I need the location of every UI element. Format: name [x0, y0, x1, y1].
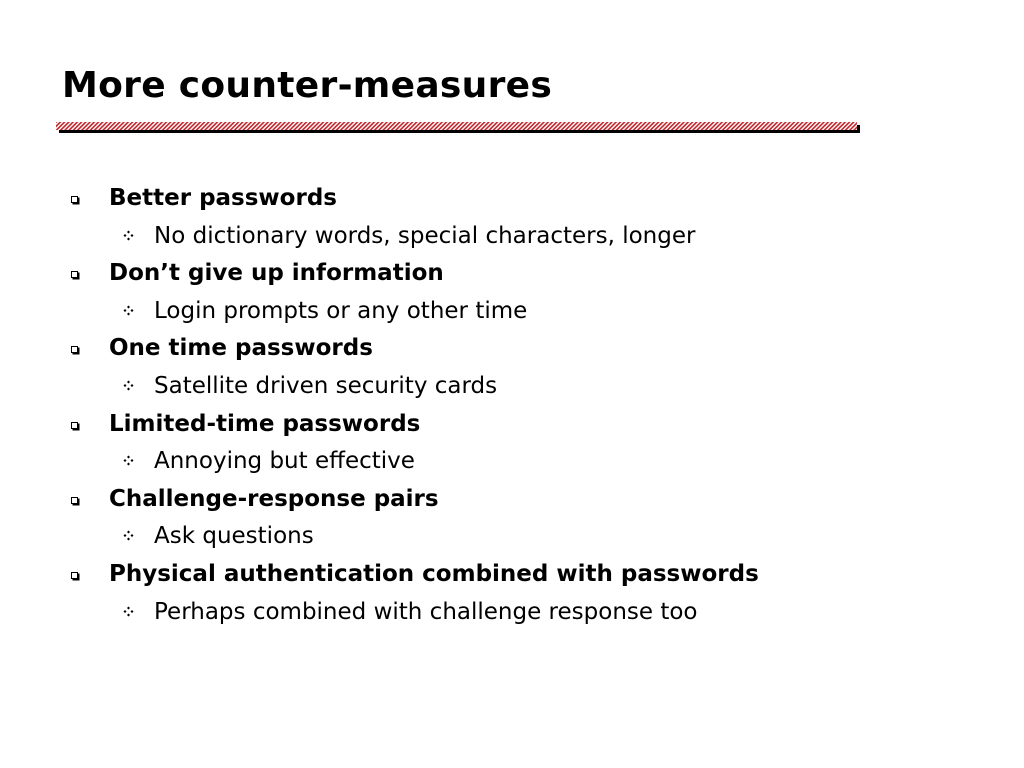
bullet-list	[0, 180, 1024, 631]
sub-bullet-item	[0, 594, 1024, 632]
sub-bullet-item	[0, 443, 1024, 481]
bullet-item-physical-authentication	[0, 556, 1024, 594]
bullet-item-dont-give-up-information	[0, 255, 1024, 293]
sub-bullet-text: Login prompts or any other time	[154, 297, 528, 324]
square-bullet-icon	[71, 422, 78, 429]
bullet-item-challenge-response-pairs	[0, 481, 1024, 519]
square-bullet-icon	[71, 346, 78, 353]
sub-bullet-item	[0, 218, 1024, 256]
diamond-bullet-icon	[123, 305, 134, 316]
bullet-text: Limited-time passwords	[109, 410, 421, 437]
sub-bullet-text: Satellite driven security cards	[154, 372, 498, 399]
sub-bullet-text: No dictionary words, special characters, longer	[154, 222, 696, 249]
diamond-bullet-icon	[123, 530, 134, 541]
diamond-bullet-icon	[123, 606, 134, 617]
title-underline-rule	[56, 121, 860, 133]
bullet-item-limited-time-passwords	[0, 406, 1024, 444]
sub-bullet-item	[0, 518, 1024, 556]
bullet-text: Physical authentication combined with passwords	[109, 560, 759, 587]
square-bullet-icon	[71, 271, 78, 278]
square-bullet-icon	[71, 196, 78, 203]
bullet-text: Challenge-response pairs	[109, 485, 439, 512]
bullet-item-better-passwords	[0, 180, 1024, 218]
diamond-bullet-icon	[123, 455, 134, 466]
square-bullet-icon	[71, 497, 78, 504]
bullet-text: One time passwords	[109, 335, 373, 362]
sub-bullet-text: Ask questions	[154, 523, 314, 550]
sub-bullet-text: Perhaps combined with challenge response too	[154, 598, 698, 625]
bullet-text: Don’t give up information	[109, 260, 444, 287]
square-bullet-icon	[71, 572, 78, 579]
bullet-text: Better passwords	[109, 185, 337, 211]
sub-bullet-text: Annoying but effective	[154, 448, 415, 475]
sub-bullet-item	[0, 368, 1024, 406]
bullet-item-one-time-passwords	[0, 330, 1024, 368]
diamond-bullet-icon	[123, 380, 134, 391]
slide-title: More counter-measures	[62, 65, 553, 106]
sub-bullet-item	[0, 293, 1024, 331]
diamond-bullet-icon	[123, 230, 134, 241]
